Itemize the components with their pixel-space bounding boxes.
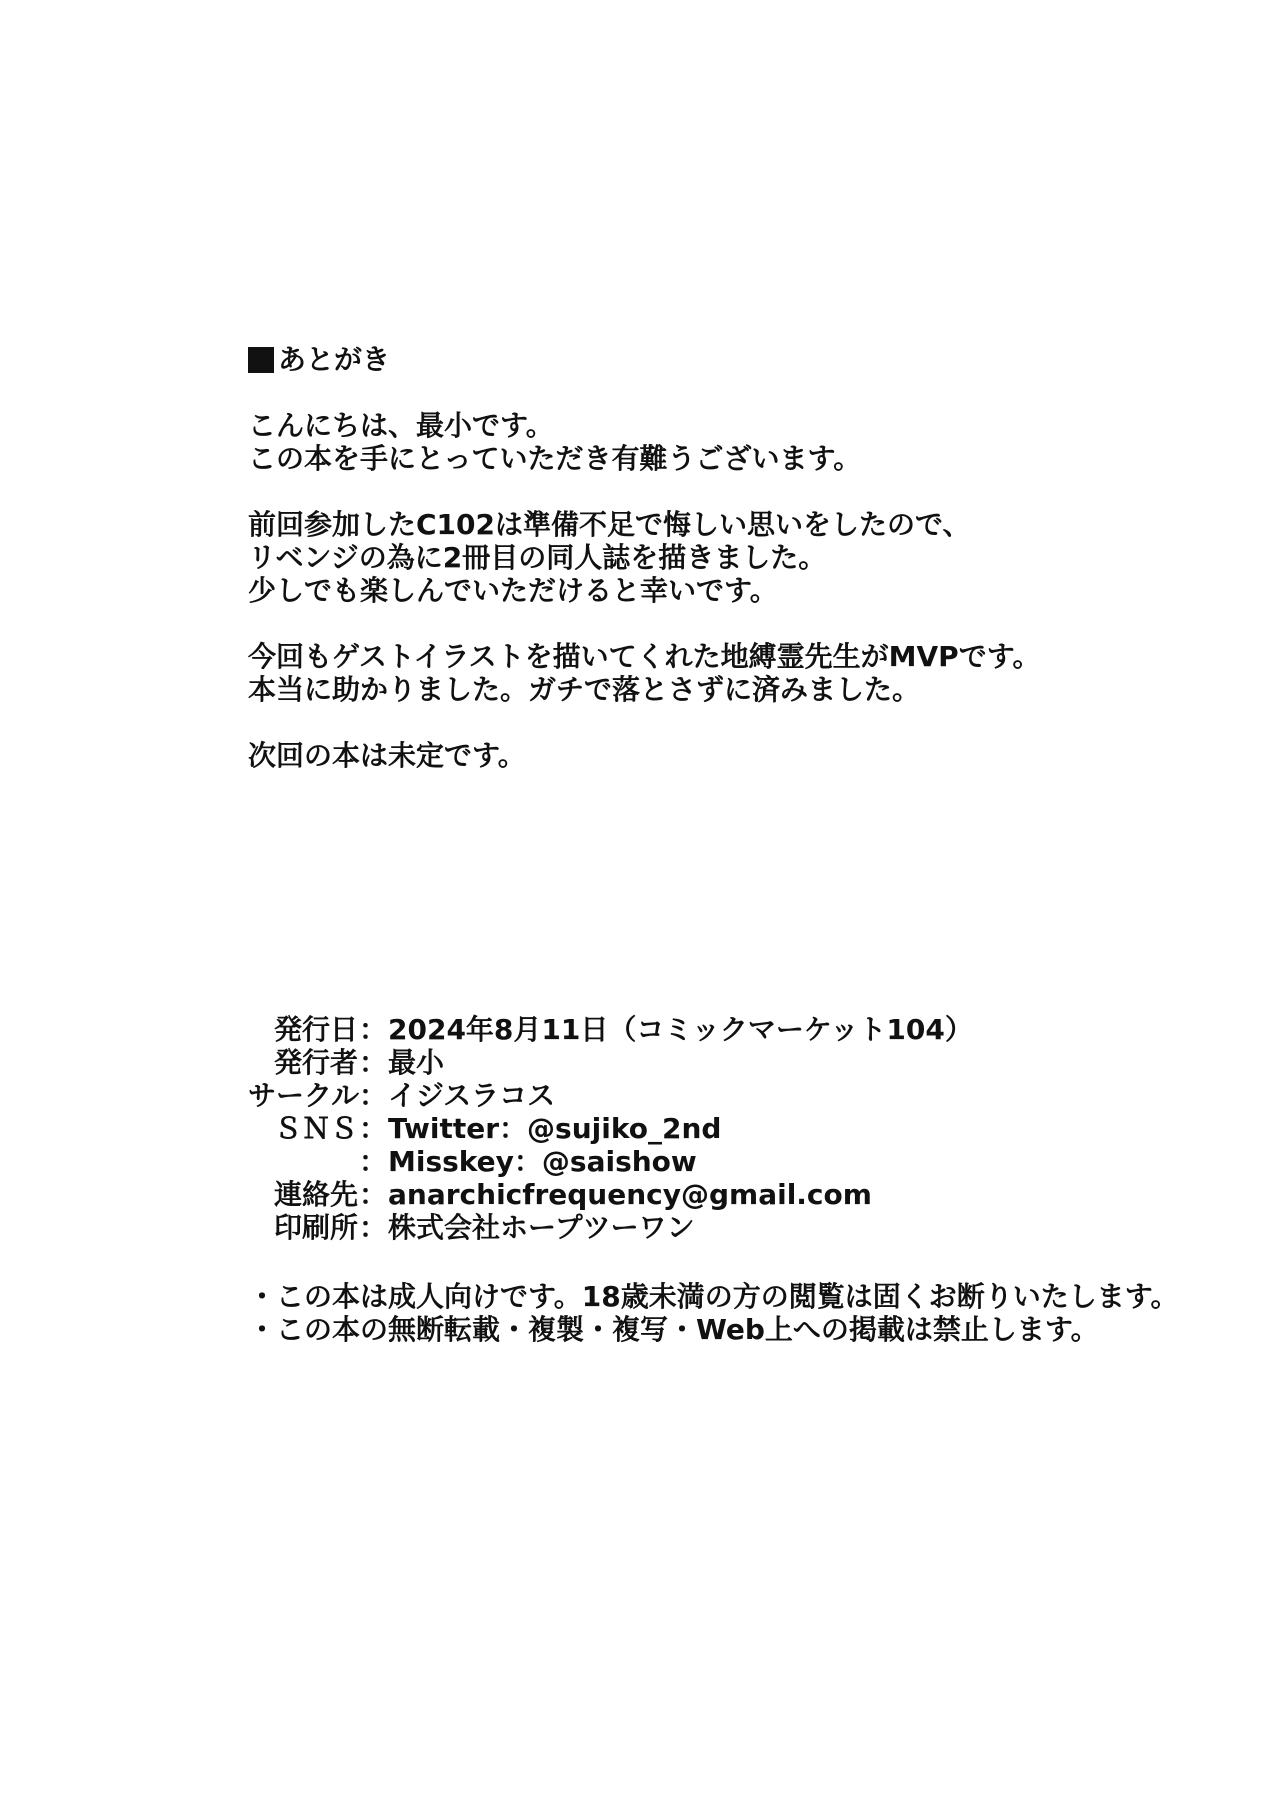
colophon-separator: ： [358,1112,387,1145]
note-no-reproduction: ・この本の無断転載・複製・複写・Web上への掲載は禁止します。 [248,1313,1099,1346]
colophon-value: Misskey：@saishow [388,1145,697,1178]
afterword-paragraph [248,739,1208,772]
colophon-label: サークル [248,1079,360,1112]
afterword-line: 今回もゲストイラストを描いてくれた地縛霊先生がMVPです。 [248,640,1041,673]
colophon-separator: ： [358,1145,387,1178]
colophon-label: ＳＮＳ [273,1112,358,1145]
colophon-value: 最小 [388,1046,445,1079]
afterword-line: 本当に助かりました。ガチで落とさずに済みました。 [248,673,921,706]
colophon-row-printer [248,1211,973,1244]
colophon-separator: ： [358,1046,387,1079]
afterword-section [248,343,1208,805]
colophon-label: 連絡先 [273,1178,358,1211]
colophon-separator: ： [358,1178,387,1211]
note-adult-content: ・この本は成人向けです。18歳未満の方の閲覧は固くお断りいたします。 [248,1280,1179,1313]
afterword-line: 前回参加したC102は準備不足で悔しい思いをしたので、 [248,508,971,541]
afterword-title: あとがき [278,343,391,376]
colophon-label: 印刷所 [273,1211,358,1244]
colophon-value: イジスラコス [388,1079,556,1112]
colophon-row-circle [248,1079,973,1112]
afterword-line: こんにちは、最小です。 [248,409,554,442]
afterword-line: リベンジの為に2冊目の同人誌を描きました。 [248,541,827,574]
afterword-line: この本を手にとっていただき有難うございます。 [248,442,862,475]
afterword-paragraph [248,508,1208,607]
afterword-line: 次回の本は未定です。 [248,739,526,772]
black-square-icon [248,347,274,373]
colophon-value: 2024年8月11日（コミックマーケット104） [388,1013,973,1046]
colophon-label: 発行日 [273,1013,358,1046]
colophon-label: 発行者 [273,1046,358,1079]
afterword-paragraph [248,409,1208,475]
colophon-separator: ： [358,1079,387,1112]
afterword-heading [248,343,1208,376]
colophon [248,1013,973,1244]
afterword-paragraph [248,640,1208,706]
colophon-value: Twitter：@sujiko_2nd [388,1112,722,1145]
notes-section [248,1280,1179,1346]
colophon-row-sns [248,1112,973,1145]
colophon-label [248,1145,358,1178]
colophon-row-contact [248,1178,973,1211]
colophon-row-publisher [248,1046,973,1079]
afterword-line: 少しでも楽しんでいただけると幸いです。 [248,574,778,607]
colophon-row-publish-date [248,1013,973,1046]
colophon-separator: ： [358,1211,387,1244]
colophon-value: anarchicfrequency@gmail.com [388,1178,872,1211]
colophon-row-sns-2 [248,1145,973,1178]
colophon-value: 株式会社ホープツーワン [388,1211,695,1244]
colophon-separator: ： [358,1013,387,1046]
